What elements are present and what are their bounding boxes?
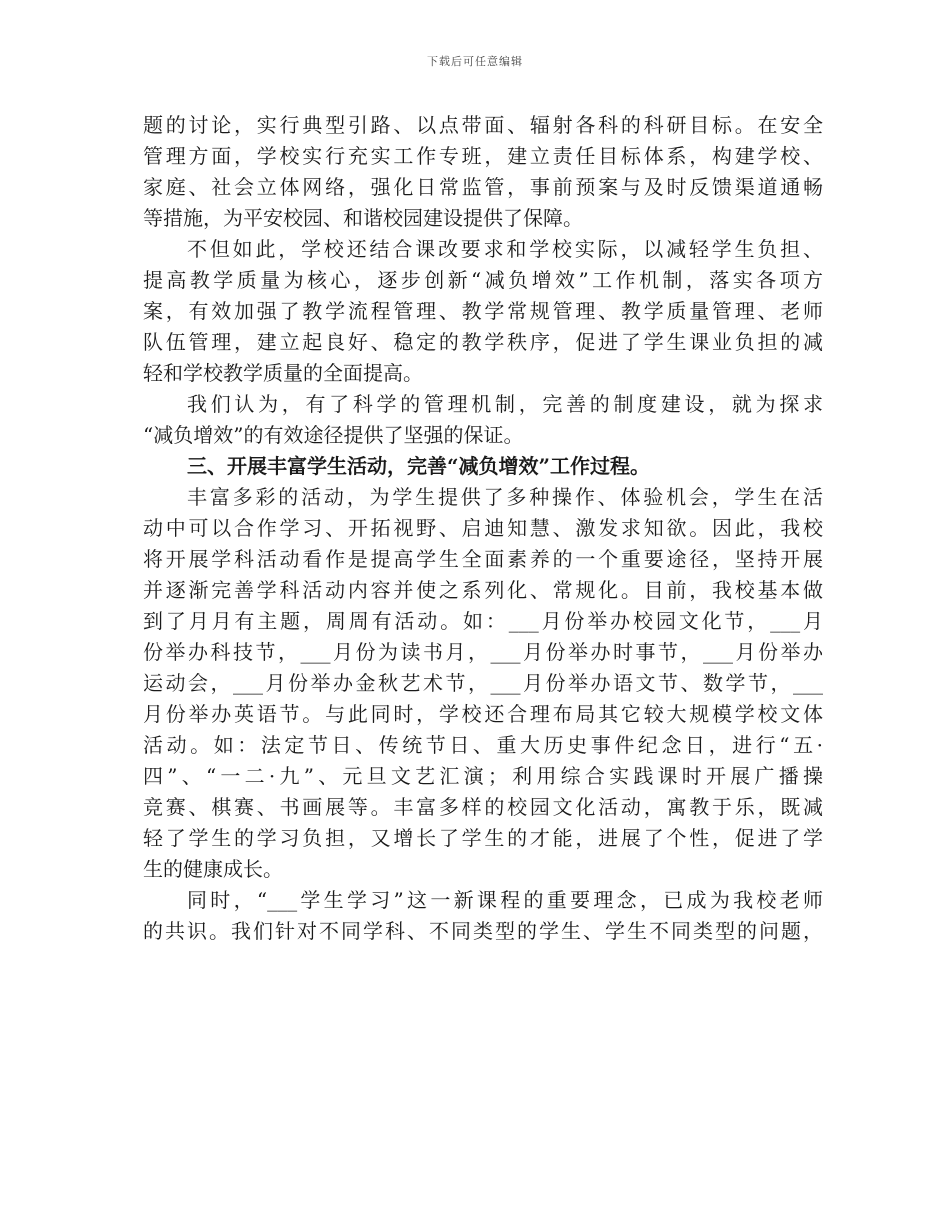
page-header: 下载后可任意编辑 bbox=[427, 55, 523, 68]
text-line: 竞赛、棋赛、书画展等。丰富多样的校园文化活动，寓教于乐，既减 bbox=[143, 795, 823, 819]
text-line: 到了月月有主题，周周有活动。如：___月份举办校园文化节，___月 bbox=[143, 609, 823, 633]
document-body bbox=[143, 110, 823, 947]
text-line: 月份举办英语节。与此同时，学校还合理布局其它较大规模学校文体 bbox=[143, 702, 823, 726]
text-line: “减负增效”的有效途径提供了坚强的保证。 bbox=[143, 423, 524, 447]
text-line: 轻和学校教学质量的全面提高。 bbox=[143, 361, 423, 385]
text-line: 家庭、社会立体网络，强化日常监管，事前预案与及时反馈渠道通畅 bbox=[143, 175, 823, 199]
text-line: 份举办科技节，___月份为读书月，___月份举办时事节，___月份举办 bbox=[143, 640, 823, 664]
text-line: 活动。如：法定节日、传统节日、重大历史事件纪念日，进行“五· bbox=[143, 733, 823, 757]
text-line: 管理方面，学校实行充实工作专班，建立责任目标体系，构建学校、 bbox=[143, 144, 823, 168]
text-line: 不但如此，学校还结合课改要求和学校实际，以减轻学生负担、 bbox=[187, 237, 823, 261]
text-line: 我们认为，有了科学的管理机制，完善的制度建设，就为探求 bbox=[187, 392, 823, 416]
text-line: 的共识。我们针对不同学科、不同类型的学生、学生不同类型的问题， bbox=[143, 919, 823, 943]
text-line: 案，有效加强了教学流程管理、教学常规管理、教学质量管理、老师 bbox=[143, 299, 823, 323]
text-line: 运动会，___月份举办金秋艺术节，___月份举办语文节、数学节，___ bbox=[143, 671, 823, 695]
text-line: 题的讨论，实行典型引路、以点带面、辐射各科的科研目标。在安全 bbox=[143, 113, 823, 137]
section-heading: 三、开展丰富学生活动，完善“减负增效”工作过程。 bbox=[187, 454, 651, 478]
text-line: 同时，“___学生学习”这一新课程的重要理念，已成为我校老师 bbox=[187, 888, 823, 912]
text-line: 丰富多彩的活动，为学生提供了多种操作、体验机会，学生在活 bbox=[187, 485, 823, 509]
text-line: 并逐渐完善学科活动内容并使之系列化、常规化。目前，我校基本做 bbox=[143, 578, 823, 602]
text-line: 队伍管理，建立起良好、稳定的教学秩序，促进了学生课业负担的减 bbox=[143, 330, 823, 354]
text-line: 生的健康成长。 bbox=[143, 857, 283, 881]
text-line: 将开展学科活动看作是提高学生全面素养的一个重要途径，坚持开展 bbox=[143, 547, 823, 571]
text-line: 动中可以合作学习、开拓视野、启迪知慧、激发求知欲。因此，我校 bbox=[143, 516, 823, 540]
text-line: 等措施，为平安校园、和谐校园建设提供了保障。 bbox=[143, 206, 583, 230]
text-line: 轻了学生的学习负担，又增长了学生的才能，进展了个性，促进了学 bbox=[143, 826, 823, 850]
text-line: 提高教学质量为核心，逐步创新“减负增效”工作机制，落实各项方 bbox=[143, 268, 823, 292]
text-line: 四”、“一二·九”、元旦文艺汇演；利用综合实践课时开展广播操 bbox=[143, 764, 823, 788]
